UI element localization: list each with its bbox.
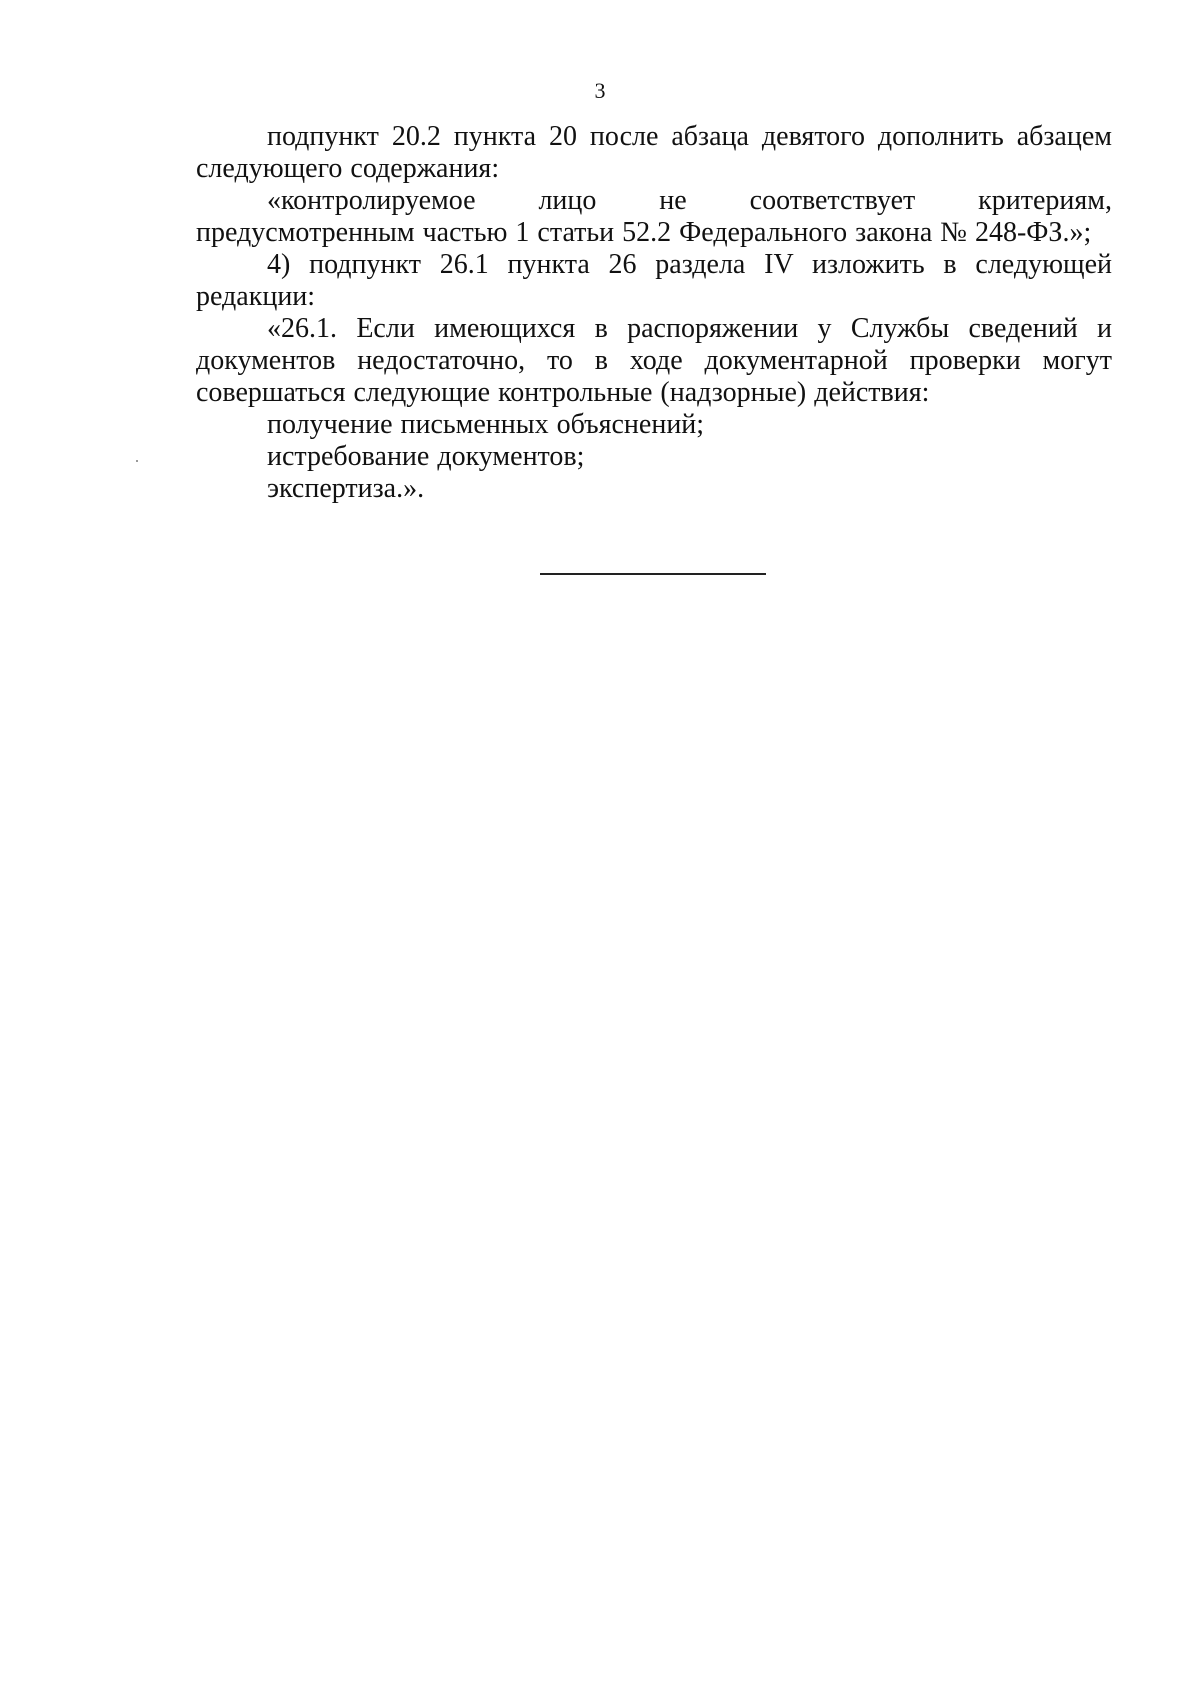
paragraph-item-4: 4) подпункт 26.1 пункта 26 раздела IV изложить в следующей редакции: xyxy=(196,249,1112,312)
list-item-document-request: истребование документов; xyxy=(267,441,585,472)
list-item-expertise: экспертиза.». xyxy=(267,473,425,504)
paragraph-quoted-26-1: «26.1. Если имеющихся в распоряжении у Службы сведений и документов недостаточно, то в ходе документарной проверки могут совершаться следующие контрольные (надзорные) действия: xyxy=(196,313,1112,408)
list-item-written-explanations: получение письменных объяснений; xyxy=(267,409,705,440)
page-number: 3 xyxy=(594,78,606,103)
closing-divider-line xyxy=(540,573,766,575)
scan-speck xyxy=(136,460,138,462)
paragraph-quoted-criteria: «контролируемое лицо не соответствует критериям, предусмотренным частью 1 статьи 52.2 Федерального закона № 248-ФЗ.»; xyxy=(196,185,1112,248)
document-body xyxy=(196,121,1112,505)
paragraph-amendment-20-2: подпункт 20.2 пункта 20 после абзаца девятого дополнить абзацем следующего содержания: xyxy=(196,121,1112,184)
